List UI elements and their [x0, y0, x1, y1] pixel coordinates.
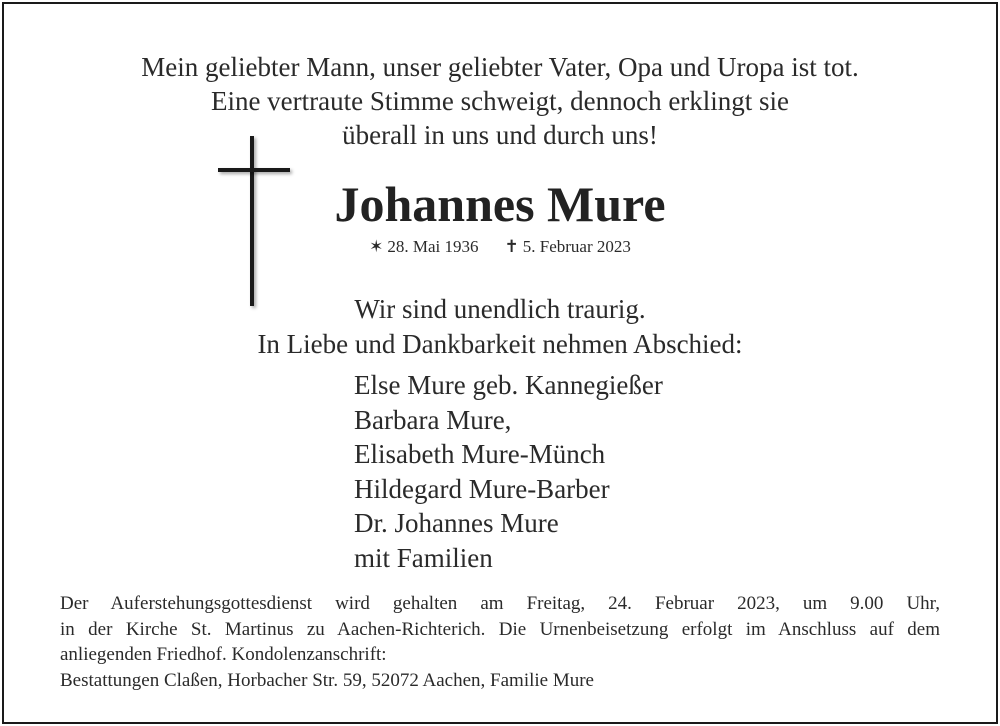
grief-line-1: Wir sind unendlich traurig. — [354, 294, 646, 324]
mourner-item: Elisabeth Mure-Münch — [354, 439, 606, 470]
intro-line-1: Mein geliebter Mann, unser geliebter Vater, Opa und Uropa ist tot. — [141, 52, 859, 82]
mourner-item: Barbara Mure, — [354, 404, 512, 435]
mourner-item: mit Familien — [354, 542, 493, 573]
cross-horizontal-bar — [218, 168, 290, 172]
life-dates — [0, 236, 1000, 258]
grief-text — [0, 292, 1000, 362]
mourner-item: Dr. Johannes Mure — [354, 508, 559, 539]
notice-line-4: Bestattungen Claßen, Horbacher Str. 59, 52072 Aachen, Familie Mure — [60, 669, 594, 691]
deceased-name: Johannes Mure — [334, 176, 666, 232]
death-cross-icon: ✝ — [504, 237, 519, 256]
intro-text — [0, 50, 1000, 152]
birth-date: 28. Mai 1936 — [387, 237, 479, 256]
notice-line-2: in der Kirche St. Martinus zu Aachen-Richterich. Die Urnenbeisetzung erfolgt im Anschluss auf dem — [60, 618, 940, 640]
mourner-item: Hildegard Mure-Barber — [354, 473, 610, 504]
birth-star-icon: ✶ — [369, 237, 384, 256]
service-notice — [60, 591, 940, 693]
mourners-list — [354, 368, 663, 576]
intro-line-2: Eine vertraute Stimme schweigt, dennoch erklingt sie — [210, 86, 790, 116]
death-date: 5. Februar 2023 — [522, 237, 631, 256]
notice-line-3: anliegenden Friedhof. Kondolenzanschrift: — [60, 644, 387, 665]
notice-line-1: Der Auferstehungsgottesdienst wird gehalten am Freitag, 24. Februar 2023, um 9.00 Uhr, — [60, 593, 940, 614]
intro-line-3: überall in uns und durch uns! — [342, 120, 658, 150]
grief-line-2: In Liebe und Dankbarkeit nehmen Abschied: — [257, 329, 743, 359]
mourner-item: Else Mure geb. Kannegießer — [354, 370, 663, 400]
